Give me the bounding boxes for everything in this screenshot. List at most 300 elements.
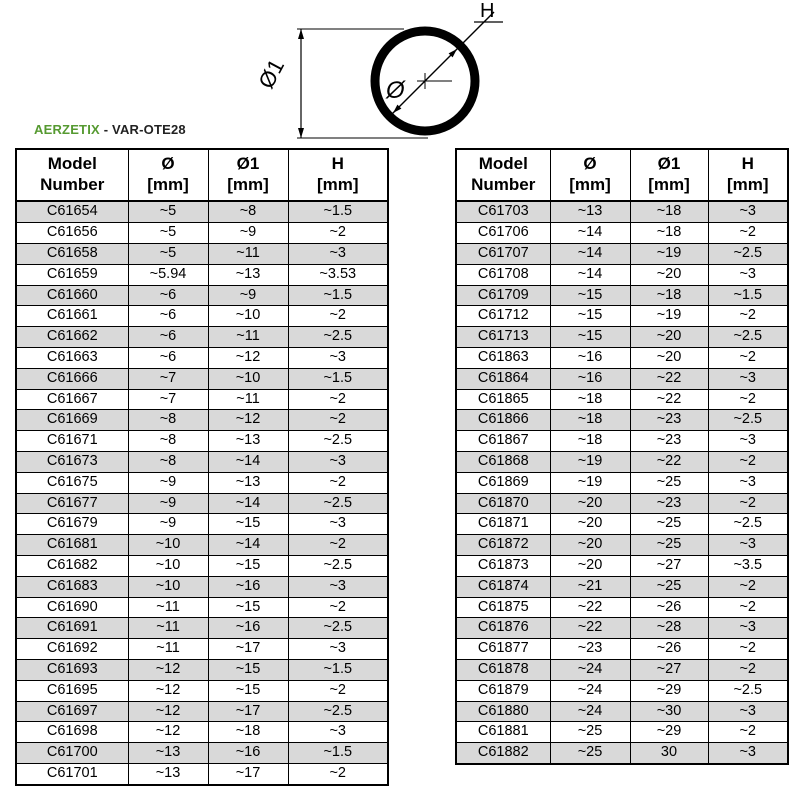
value-cell: ~13 xyxy=(128,743,208,764)
value-cell: ~3 xyxy=(708,535,788,556)
value-cell: ~13 xyxy=(208,264,288,285)
table-row xyxy=(456,743,788,764)
value-cell: ~25 xyxy=(550,722,630,743)
value-cell: ~23 xyxy=(630,431,708,452)
value-cell: ~29 xyxy=(630,680,708,701)
value-cell: ~27 xyxy=(630,556,708,577)
value-cell: ~15 xyxy=(208,597,288,618)
table-row xyxy=(16,763,388,784)
model-number-cell: C61709 xyxy=(456,285,550,306)
table-row xyxy=(456,701,788,722)
value-cell: ~13 xyxy=(128,763,208,784)
model-number-cell: C61697 xyxy=(16,701,128,722)
value-cell: ~2.5 xyxy=(708,514,788,535)
value-cell: ~25 xyxy=(630,472,708,493)
value-cell: ~2.5 xyxy=(288,431,388,452)
header-model-number xyxy=(456,149,550,201)
table-row xyxy=(16,368,388,389)
value-cell: ~13 xyxy=(208,472,288,493)
value-cell: ~7 xyxy=(128,389,208,410)
value-cell: ~18 xyxy=(550,389,630,410)
table-row xyxy=(456,472,788,493)
model-number-cell: C61866 xyxy=(456,410,550,431)
table-row xyxy=(456,452,788,473)
table-row xyxy=(456,535,788,556)
value-cell: ~11 xyxy=(128,639,208,660)
value-cell: ~6 xyxy=(128,327,208,348)
value-cell: ~2 xyxy=(708,452,788,473)
value-cell: ~11 xyxy=(128,618,208,639)
value-cell: ~3 xyxy=(288,722,388,743)
value-cell: ~18 xyxy=(630,201,708,222)
value-cell: ~3 xyxy=(708,743,788,764)
model-number-cell: C61876 xyxy=(456,618,550,639)
table-row xyxy=(16,472,388,493)
table-row xyxy=(16,639,388,660)
value-cell: ~16 xyxy=(550,368,630,389)
value-cell: ~2 xyxy=(288,597,388,618)
value-cell: ~20 xyxy=(550,493,630,514)
value-cell: ~7 xyxy=(128,368,208,389)
value-cell: ~2 xyxy=(288,680,388,701)
model-number-cell: C61695 xyxy=(16,680,128,701)
table-row xyxy=(456,327,788,348)
value-cell: ~26 xyxy=(630,597,708,618)
model-number-cell: C61660 xyxy=(16,285,128,306)
value-cell: ~2 xyxy=(288,535,388,556)
value-cell: ~11 xyxy=(208,244,288,265)
value-cell: ~3 xyxy=(708,618,788,639)
value-cell: ~3 xyxy=(288,244,388,265)
table-row xyxy=(456,556,788,577)
model-number-cell: C61712 xyxy=(456,306,550,327)
value-cell: ~6 xyxy=(128,306,208,327)
model-number-cell: C61707 xyxy=(456,244,550,265)
value-cell: ~3 xyxy=(708,264,788,285)
table-row xyxy=(456,639,788,660)
table-row xyxy=(456,348,788,369)
model-number-cell: C61656 xyxy=(16,223,128,244)
model-number-cell: C61683 xyxy=(16,576,128,597)
value-cell: ~9 xyxy=(128,514,208,535)
value-cell: ~3 xyxy=(708,431,788,452)
value-cell: ~1.5 xyxy=(288,368,388,389)
table-row xyxy=(456,660,788,681)
model-number-cell: C61698 xyxy=(16,722,128,743)
model-number-cell: C61865 xyxy=(456,389,550,410)
table-header xyxy=(456,149,788,201)
header-line: Model xyxy=(47,154,97,173)
vertical-arrow-bottom xyxy=(298,128,304,138)
model-number-cell: C61881 xyxy=(456,722,550,743)
value-cell: ~17 xyxy=(208,763,288,784)
value-cell: ~16 xyxy=(208,618,288,639)
value-cell: ~12 xyxy=(128,722,208,743)
header-line: Model xyxy=(478,154,528,173)
value-cell: ~23 xyxy=(630,493,708,514)
table-row xyxy=(16,618,388,639)
table-row xyxy=(16,285,388,306)
model-number-cell: C61877 xyxy=(456,639,550,660)
model-number-cell: C61874 xyxy=(456,576,550,597)
value-cell: ~2 xyxy=(708,576,788,597)
table-row xyxy=(16,493,388,514)
value-cell: ~20 xyxy=(550,514,630,535)
model-number-cell: C61880 xyxy=(456,701,550,722)
value-cell: ~18 xyxy=(630,285,708,306)
table-body-left xyxy=(16,201,388,784)
value-cell: ~5.94 xyxy=(128,264,208,285)
model-number-cell: C61867 xyxy=(456,431,550,452)
value-cell: ~18 xyxy=(550,410,630,431)
value-cell: ~3 xyxy=(708,472,788,493)
model-number-cell: C61879 xyxy=(456,680,550,701)
header-line: Number xyxy=(40,174,105,194)
value-cell: ~1.5 xyxy=(288,285,388,306)
value-cell: ~2 xyxy=(708,306,788,327)
table-row xyxy=(456,201,788,222)
header-line: H xyxy=(331,154,344,173)
value-cell: ~18 xyxy=(208,722,288,743)
value-cell: ~14 xyxy=(550,244,630,265)
header-line: Ø xyxy=(583,154,597,173)
model-number-cell: C61682 xyxy=(16,556,128,577)
table-row xyxy=(16,743,388,764)
header-outer-diameter xyxy=(630,149,708,201)
value-cell: ~2 xyxy=(288,410,388,431)
value-cell: ~2 xyxy=(288,763,388,784)
model-number-cell: C61713 xyxy=(456,327,550,348)
table-row xyxy=(16,410,388,431)
value-cell: ~9 xyxy=(208,223,288,244)
table-header xyxy=(16,149,388,201)
value-cell: ~17 xyxy=(208,639,288,660)
table-body-right xyxy=(456,201,788,764)
model-number-cell: C61691 xyxy=(16,618,128,639)
model-number-cell: C61677 xyxy=(16,493,128,514)
table-row xyxy=(456,368,788,389)
table-row xyxy=(16,452,388,473)
value-cell: ~3.5 xyxy=(708,556,788,577)
value-cell: ~5 xyxy=(128,201,208,222)
value-cell: ~2.5 xyxy=(288,618,388,639)
value-cell: ~22 xyxy=(630,368,708,389)
value-cell: ~2.5 xyxy=(288,493,388,514)
model-number-cell: C61662 xyxy=(16,327,128,348)
value-cell: ~2 xyxy=(708,722,788,743)
model-number-cell: C61675 xyxy=(16,472,128,493)
table-row xyxy=(16,244,388,265)
wall-thickness-label: H xyxy=(480,0,495,22)
value-cell: ~15 xyxy=(208,514,288,535)
model-number-cell: C61692 xyxy=(16,639,128,660)
header-line: Ø xyxy=(161,154,175,173)
brand-line xyxy=(34,122,186,137)
table-row xyxy=(16,701,388,722)
value-cell: ~29 xyxy=(630,722,708,743)
model-number-cell: C61679 xyxy=(16,514,128,535)
value-cell: ~14 xyxy=(550,264,630,285)
value-cell: ~20 xyxy=(550,535,630,556)
table-row xyxy=(16,576,388,597)
table-row xyxy=(16,535,388,556)
model-number-cell: C61882 xyxy=(456,743,550,764)
header-line: [mm] xyxy=(569,174,611,194)
model-number-cell: C61708 xyxy=(456,264,550,285)
table-row xyxy=(16,680,388,701)
value-cell: ~28 xyxy=(630,618,708,639)
value-cell: ~2 xyxy=(708,597,788,618)
model-number-cell: C61870 xyxy=(456,493,550,514)
outer-diameter-label: Ø1 xyxy=(253,54,290,93)
model-number-cell: C61669 xyxy=(16,410,128,431)
model-number-cell: C61863 xyxy=(456,348,550,369)
table-row xyxy=(16,597,388,618)
value-cell: ~6 xyxy=(128,285,208,306)
value-cell: ~15 xyxy=(550,306,630,327)
value-cell: ~2.5 xyxy=(708,680,788,701)
value-cell: ~3 xyxy=(288,452,388,473)
table-row xyxy=(456,285,788,306)
model-number-cell: C61658 xyxy=(16,244,128,265)
value-cell: ~24 xyxy=(550,701,630,722)
table-row xyxy=(16,660,388,681)
value-cell: ~2 xyxy=(708,660,788,681)
value-cell: ~2 xyxy=(708,223,788,244)
spec-table-left xyxy=(15,148,389,786)
value-cell: ~18 xyxy=(550,431,630,452)
table-row xyxy=(456,618,788,639)
value-cell: ~8 xyxy=(128,431,208,452)
model-number-cell: C61667 xyxy=(16,389,128,410)
table-row xyxy=(456,493,788,514)
header-line: Ø1 xyxy=(236,154,260,173)
model-number-cell: C61690 xyxy=(16,597,128,618)
value-cell: ~22 xyxy=(630,452,708,473)
model-number-cell: C61875 xyxy=(456,597,550,618)
value-cell: ~21 xyxy=(550,576,630,597)
value-cell: ~1.5 xyxy=(288,743,388,764)
table-row xyxy=(456,264,788,285)
value-cell: ~15 xyxy=(208,556,288,577)
table-row xyxy=(16,389,388,410)
value-cell: ~2 xyxy=(708,348,788,369)
table-row xyxy=(456,680,788,701)
value-cell: ~16 xyxy=(208,576,288,597)
table-row xyxy=(456,244,788,265)
value-cell: ~20 xyxy=(630,264,708,285)
value-cell: ~23 xyxy=(550,639,630,660)
value-cell: ~11 xyxy=(128,597,208,618)
value-cell: ~14 xyxy=(208,535,288,556)
value-cell: ~15 xyxy=(208,680,288,701)
value-cell: ~2 xyxy=(288,223,388,244)
value-cell: ~5 xyxy=(128,244,208,265)
value-cell: ~3 xyxy=(288,514,388,535)
model-number-cell: C61869 xyxy=(456,472,550,493)
value-cell: ~22 xyxy=(630,389,708,410)
value-cell: ~3 xyxy=(708,701,788,722)
brand-variant: - VAR-OTE28 xyxy=(99,122,186,137)
model-number-cell: C61681 xyxy=(16,535,128,556)
value-cell: ~10 xyxy=(208,368,288,389)
model-number-cell: C61654 xyxy=(16,201,128,222)
value-cell: ~15 xyxy=(550,327,630,348)
value-cell: ~1.5 xyxy=(288,201,388,222)
value-cell: ~10 xyxy=(128,535,208,556)
value-cell: ~22 xyxy=(550,597,630,618)
header-line: Number xyxy=(471,174,536,194)
brand-name: AERZETIX xyxy=(34,122,100,137)
value-cell: ~1.5 xyxy=(708,285,788,306)
value-cell: ~2 xyxy=(708,493,788,514)
value-cell: ~2.5 xyxy=(288,327,388,348)
value-cell: ~13 xyxy=(208,431,288,452)
header-line: [mm] xyxy=(726,174,769,194)
model-number-cell: C61871 xyxy=(456,514,550,535)
value-cell: ~25 xyxy=(630,535,708,556)
model-number-cell: C61864 xyxy=(456,368,550,389)
table-row xyxy=(16,348,388,369)
value-cell: ~27 xyxy=(630,660,708,681)
model-number-cell: C61703 xyxy=(456,201,550,222)
value-cell: ~14 xyxy=(550,223,630,244)
value-cell: 30 xyxy=(630,743,708,764)
value-cell: ~16 xyxy=(208,743,288,764)
header-diameter xyxy=(550,149,630,201)
value-cell: ~19 xyxy=(550,472,630,493)
model-number-cell: C61673 xyxy=(16,452,128,473)
header-line: [mm] xyxy=(648,174,690,194)
value-cell: ~9 xyxy=(128,472,208,493)
value-cell: ~3 xyxy=(288,348,388,369)
table-row xyxy=(16,431,388,452)
header-line: [mm] xyxy=(316,174,359,194)
table-row xyxy=(16,306,388,327)
model-number-cell: C61666 xyxy=(16,368,128,389)
table-row xyxy=(456,410,788,431)
table-row xyxy=(456,722,788,743)
value-cell: ~8 xyxy=(128,452,208,473)
model-number-cell: C61878 xyxy=(456,660,550,681)
value-cell: ~19 xyxy=(630,306,708,327)
value-cell: ~6 xyxy=(128,348,208,369)
model-number-cell: C61872 xyxy=(456,535,550,556)
model-number-cell: C61868 xyxy=(456,452,550,473)
value-cell: ~25 xyxy=(630,576,708,597)
table-row xyxy=(456,223,788,244)
table-row xyxy=(16,556,388,577)
header-outer-diameter xyxy=(208,149,288,201)
table-row xyxy=(16,514,388,535)
table-row xyxy=(16,223,388,244)
value-cell: ~11 xyxy=(208,327,288,348)
table-row xyxy=(456,576,788,597)
table-row xyxy=(456,597,788,618)
value-cell: ~19 xyxy=(630,244,708,265)
value-cell: ~9 xyxy=(208,285,288,306)
value-cell: ~3 xyxy=(288,639,388,660)
value-cell: ~12 xyxy=(128,701,208,722)
model-number-cell: C61661 xyxy=(16,306,128,327)
value-cell: ~19 xyxy=(550,452,630,473)
diameter-label: Ø xyxy=(386,77,405,104)
value-cell: ~3 xyxy=(288,576,388,597)
value-cell: ~15 xyxy=(208,660,288,681)
value-cell: ~8 xyxy=(128,410,208,431)
model-number-cell: C61693 xyxy=(16,660,128,681)
value-cell: ~3.53 xyxy=(288,264,388,285)
table-row xyxy=(456,306,788,327)
table-row xyxy=(16,722,388,743)
table-row xyxy=(456,514,788,535)
value-cell: ~24 xyxy=(550,680,630,701)
table-row xyxy=(16,327,388,348)
value-cell: ~17 xyxy=(208,701,288,722)
value-cell: ~2.5 xyxy=(708,410,788,431)
value-cell: ~16 xyxy=(550,348,630,369)
value-cell: ~13 xyxy=(550,201,630,222)
value-cell: ~2.5 xyxy=(288,556,388,577)
value-cell: ~10 xyxy=(128,556,208,577)
header-line: H xyxy=(741,154,754,173)
value-cell: ~1.5 xyxy=(288,660,388,681)
model-number-cell: C61706 xyxy=(456,223,550,244)
table-row xyxy=(16,264,388,285)
header-model-number xyxy=(16,149,128,201)
table-row xyxy=(456,431,788,452)
value-cell: ~10 xyxy=(208,306,288,327)
value-cell: ~30 xyxy=(630,701,708,722)
value-cell: ~2.5 xyxy=(288,701,388,722)
value-cell: ~24 xyxy=(550,660,630,681)
header-line: [mm] xyxy=(227,174,269,194)
header-diameter xyxy=(128,149,208,201)
model-number-cell: C61701 xyxy=(16,763,128,784)
value-cell: ~2 xyxy=(288,306,388,327)
value-cell: ~12 xyxy=(128,660,208,681)
value-cell: ~25 xyxy=(630,514,708,535)
model-number-cell: C61671 xyxy=(16,431,128,452)
value-cell: ~23 xyxy=(630,410,708,431)
value-cell: ~10 xyxy=(128,576,208,597)
value-cell: ~2 xyxy=(288,389,388,410)
value-cell: ~2 xyxy=(288,472,388,493)
spec-table-right xyxy=(455,148,789,765)
value-cell: ~2 xyxy=(708,389,788,410)
value-cell: ~18 xyxy=(630,223,708,244)
value-cell: ~2 xyxy=(708,639,788,660)
value-cell: ~20 xyxy=(630,348,708,369)
header-line: Ø1 xyxy=(657,154,681,173)
table-row xyxy=(16,201,388,222)
header-thickness xyxy=(708,149,788,201)
header-line: [mm] xyxy=(147,174,189,194)
value-cell: ~3 xyxy=(708,368,788,389)
model-number-cell: C61873 xyxy=(456,556,550,577)
value-cell: ~5 xyxy=(128,223,208,244)
model-number-cell: C61700 xyxy=(16,743,128,764)
value-cell: ~11 xyxy=(208,389,288,410)
value-cell: ~3 xyxy=(708,201,788,222)
table-row xyxy=(456,389,788,410)
value-cell: ~2.5 xyxy=(708,244,788,265)
vertical-arrow-top xyxy=(298,29,304,39)
value-cell: ~25 xyxy=(550,743,630,764)
model-number-cell: C61659 xyxy=(16,264,128,285)
value-cell: ~20 xyxy=(550,556,630,577)
value-cell: ~12 xyxy=(208,410,288,431)
